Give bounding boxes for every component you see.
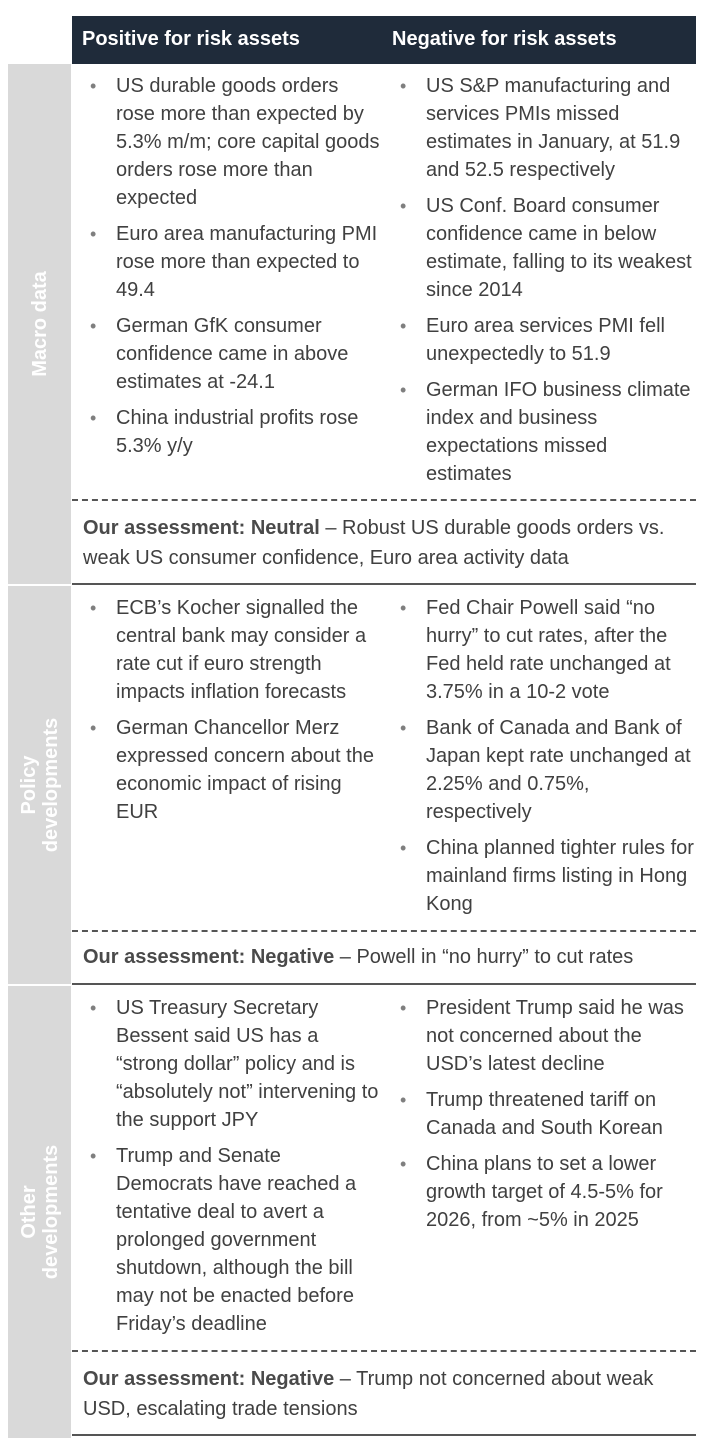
positive-list: [82, 994, 382, 1346]
list-item: • President Trump said he was not concerned about the USD’s latest decline: [392, 994, 694, 1078]
list-item: • German GfK consumer confidence came in above estimates at -24.1: [82, 312, 382, 396]
table-header: [72, 16, 696, 64]
list-item: • German IFO business climate index and business expectations missed estimates: [392, 376, 694, 488]
section-divider: [72, 983, 696, 985]
positive-column-header: Positive for risk assets: [82, 28, 300, 50]
list-item: • US S&P manufacturing and services PMIs missed estimates in January, at 51.9 and 52.5 respectively: [392, 72, 694, 184]
divider: [72, 1350, 696, 1352]
list-item: • Fed Chair Powell said “no hurry” to cut rates, after the Fed held rate unchanged at 3.75% in a 10-2 vote: [392, 594, 694, 706]
list-item: • Trump threatened tariff on Canada and South Korean: [392, 1086, 694, 1142]
assessment: [83, 513, 693, 573]
section-label: Macro data: [28, 271, 51, 377]
negative-list: [392, 994, 694, 1242]
list-item: • Euro area manufacturing PMI rose more than expected to 49.4: [82, 220, 382, 304]
section-divider: [72, 583, 696, 585]
negative-list: [392, 72, 694, 496]
list-item: • China plans to set a lower growth target of 4.5-5% for 2026, from ~5% in 2025: [392, 1150, 694, 1234]
assessment-label: Our assessment: Negative: [83, 946, 335, 968]
section-label-bar: [8, 586, 71, 984]
section-label-bar: [8, 986, 71, 1438]
negative-list: [392, 594, 694, 926]
list-item: • Trump and Senate Democrats have reached a tentative deal to avert a prolonged government shutdown, although the bill may not be enacted before Friday’s deadline: [82, 1142, 382, 1338]
list-item: • Euro area services PMI fell unexpectedly to 51.9: [392, 312, 694, 368]
assessment: [83, 1364, 693, 1424]
assessment-label: Our assessment: Neutral: [83, 517, 320, 539]
negative-column-header: Negative for risk assets: [392, 28, 617, 50]
assessment-label: Our assessment: Negative: [83, 1368, 335, 1390]
positive-list: [82, 594, 382, 834]
section-other-developments: [8, 986, 696, 1438]
divider: [72, 930, 696, 932]
list-item: • US Conf. Board consumer confidence came in below estimate, falling to its weakest since 2014: [392, 192, 694, 304]
assessment-text: – Robust US durable goods orders vs. weak US consumer confidence, Euro area activity data: [83, 517, 665, 569]
section-macro-data: [8, 64, 696, 584]
positive-list: [82, 72, 382, 468]
list-item: • China industrial profits rose 5.3% y/y: [82, 404, 382, 460]
assessment: [83, 942, 693, 972]
list-item: • ECB’s Kocher signalled the central bank may consider a rate cut if euro strength impacts inflation forecasts: [82, 594, 382, 706]
section-policy-developments: [8, 586, 696, 984]
list-item: • Bank of Canada and Bank of Japan kept rate unchanged at 2.25% and 0.75%, respectively: [392, 714, 694, 826]
section-divider: [72, 1434, 696, 1436]
section-label: Other developments: [17, 1144, 62, 1280]
section-label: Policy developments: [17, 717, 62, 853]
assessment-text: – Trump not concerned about weak USD, escalating trade tensions: [83, 1368, 654, 1420]
assessment-text: – Powell in “no hurry” to cut rates: [334, 946, 634, 968]
divider: [72, 499, 696, 501]
list-item: • German Chancellor Merz expressed concern about the economic impact of rising EUR: [82, 714, 382, 826]
section-label-bar: [8, 64, 71, 584]
list-item: • US durable goods orders rose more than expected by 5.3% m/m; core capital goods orders rose more than expected: [82, 72, 382, 212]
list-item: • US Treasury Secretary Bessent said US has a “strong dollar” policy and is “absolutely not” intervening to the support JPY: [82, 994, 382, 1134]
list-item: • China planned tighter rules for mainland firms listing in Hong Kong: [392, 834, 694, 918]
